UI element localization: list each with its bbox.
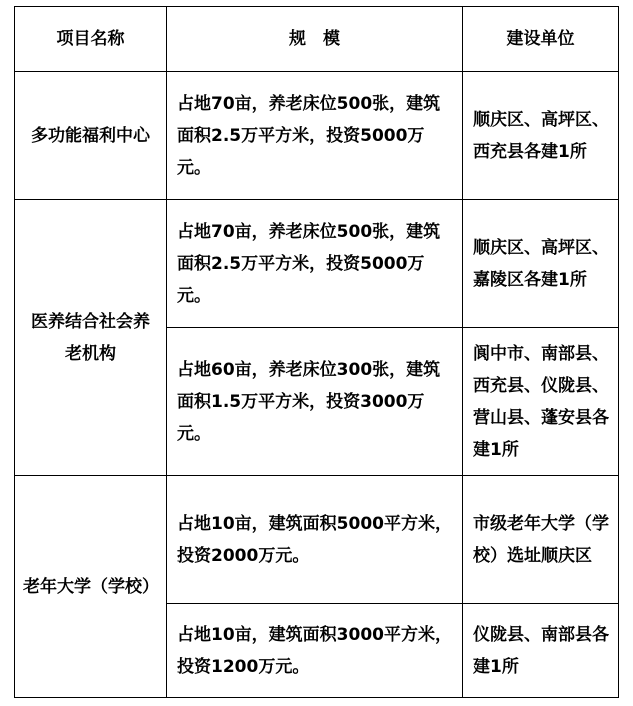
table-container <box>14 6 619 698</box>
project-scale: 占地60亩，养老床位300张，建筑面积1.5万平方米，投资3000万元。 <box>167 328 463 476</box>
project-unit: 阆中市、南部县、西充县、仪陇县、营山县、蓬安县各建1所 <box>463 328 619 476</box>
project-unit: 仪陇县、南部县各建1所 <box>463 604 619 698</box>
table-row <box>15 72 619 200</box>
project-name: 老年大学（学校） <box>15 476 167 698</box>
project-scale: 占地70亩，养老床位500张，建筑面积2.5万平方米，投资5000万元。 <box>167 72 463 200</box>
header-scale: 规 模 <box>167 7 463 72</box>
header-project-name: 项目名称 <box>15 7 167 72</box>
header-row <box>15 7 619 72</box>
project-scale: 占地10亩，建筑面积3000平方米，投资1200万元。 <box>167 604 463 698</box>
projects-table <box>14 6 619 698</box>
project-unit: 顺庆区、高坪区、西充县各建1所 <box>463 72 619 200</box>
project-name: 医养结合社会养老机构 <box>15 200 167 476</box>
project-unit: 市级老年大学（学校）选址顺庆区 <box>463 476 619 604</box>
project-name: 多功能福利中心 <box>15 72 167 200</box>
project-unit: 顺庆区、高坪区、嘉陵区各建1所 <box>463 200 619 328</box>
project-scale: 占地10亩，建筑面积5000平方米，投资2000万元。 <box>167 476 463 604</box>
table-row <box>15 476 619 604</box>
project-scale: 占地70亩，养老床位500张，建筑面积2.5万平方米，投资5000万元。 <box>167 200 463 328</box>
table-row <box>15 200 619 328</box>
header-unit: 建设单位 <box>463 7 619 72</box>
